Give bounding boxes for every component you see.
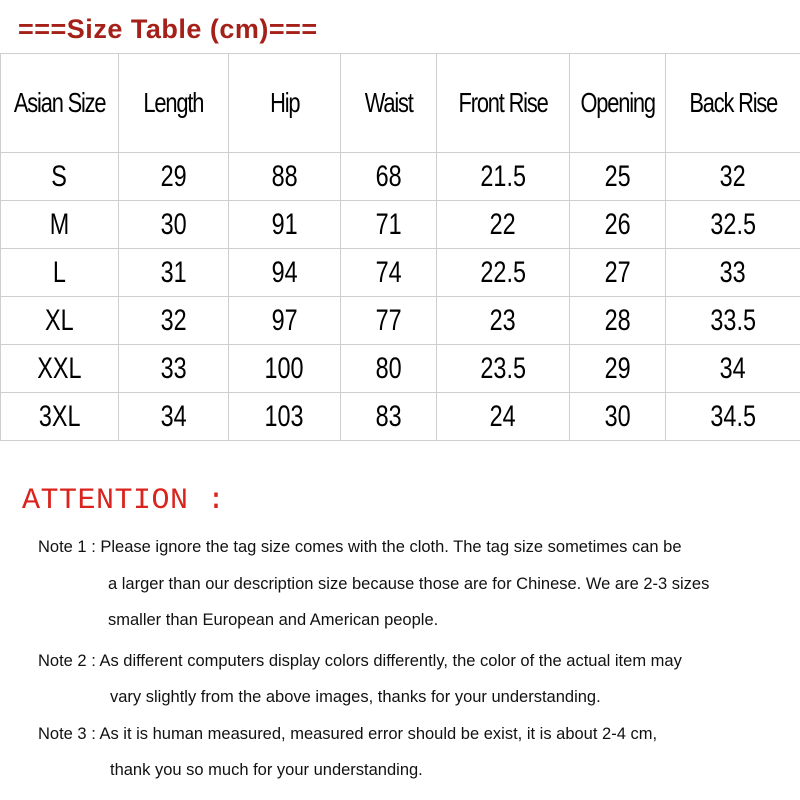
column-header: Waist [341, 54, 437, 153]
table-cell: 83 [341, 393, 437, 441]
note-1-line-1: Note 1 : Please ignore the tag size comes with the cloth. The tag size sometimes can be [38, 538, 682, 556]
table-cell: M [1, 201, 119, 249]
column-header: Front Rise [437, 54, 570, 153]
table-row [1, 393, 800, 441]
table-cell: 94 [229, 249, 341, 297]
table-row [1, 153, 800, 201]
table-row [1, 297, 800, 345]
table-row [1, 345, 800, 393]
table-cell: 32 [119, 297, 229, 345]
column-header: Hip [229, 54, 341, 153]
table-cell: 88 [229, 153, 341, 201]
table-cell: 34.5 [666, 393, 800, 441]
column-header: Asian Size [1, 54, 119, 153]
note-2-line-1: Note 2 : As different computers display colors differently, the color of the actual item may [38, 652, 682, 670]
table-cell: 32 [666, 153, 800, 201]
table-cell: 33 [119, 345, 229, 393]
table-cell: 32.5 [666, 201, 800, 249]
table-cell: 91 [229, 201, 341, 249]
table-header-row [1, 54, 800, 153]
table-cell: 80 [341, 345, 437, 393]
table-cell: 100 [229, 345, 341, 393]
table-cell: S [1, 153, 119, 201]
table-cell: 25 [570, 153, 666, 201]
table-cell: 30 [119, 201, 229, 249]
note-1-line-2: a larger than our description size because those are for Chinese. We are 2-3 sizes [108, 575, 710, 593]
table-cell: 103 [229, 393, 341, 441]
table-cell: 23 [437, 297, 570, 345]
table-cell: 28 [570, 297, 666, 345]
attention-heading: ATTENTION : [22, 484, 226, 518]
table-cell: 21.5 [437, 153, 570, 201]
column-header: Back Rise [666, 54, 800, 153]
table-cell: 27 [570, 249, 666, 297]
note-3-line-1: Note 3 : As it is human measured, measured error should be exist, it is about 2-4 cm, [38, 725, 658, 743]
table-cell: XXL [1, 345, 119, 393]
table-cell: 3XL [1, 393, 119, 441]
table-cell: 24 [437, 393, 570, 441]
table-cell: XL [1, 297, 119, 345]
table-cell: 97 [229, 297, 341, 345]
column-header: Opening [570, 54, 666, 153]
table-cell: 71 [341, 201, 437, 249]
table-row [1, 201, 800, 249]
table-cell: 77 [341, 297, 437, 345]
note-3-line-2: thank you so much for your understanding. [110, 761, 423, 779]
size-table [0, 53, 800, 441]
table-cell: 68 [341, 153, 437, 201]
table-cell: 29 [570, 345, 666, 393]
table-cell: 34 [666, 345, 800, 393]
note-1-line-3: smaller than European and American people. [108, 611, 439, 629]
column-header: Length [119, 54, 229, 153]
size-table-title: ===Size Table (cm)=== [18, 14, 318, 44]
table-cell: 33.5 [666, 297, 800, 345]
table-cell: 31 [119, 249, 229, 297]
table-cell: 30 [570, 393, 666, 441]
table-cell: 29 [119, 153, 229, 201]
table-cell: L [1, 249, 119, 297]
note-2-line-2: vary slightly from the above images, thanks for your understanding. [110, 688, 601, 706]
table-cell: 74 [341, 249, 437, 297]
table-cell: 22.5 [437, 249, 570, 297]
table-cell: 26 [570, 201, 666, 249]
table-row [1, 249, 800, 297]
table-cell: 33 [666, 249, 800, 297]
table-cell: 23.5 [437, 345, 570, 393]
table-cell: 34 [119, 393, 229, 441]
table-cell: 22 [437, 201, 570, 249]
